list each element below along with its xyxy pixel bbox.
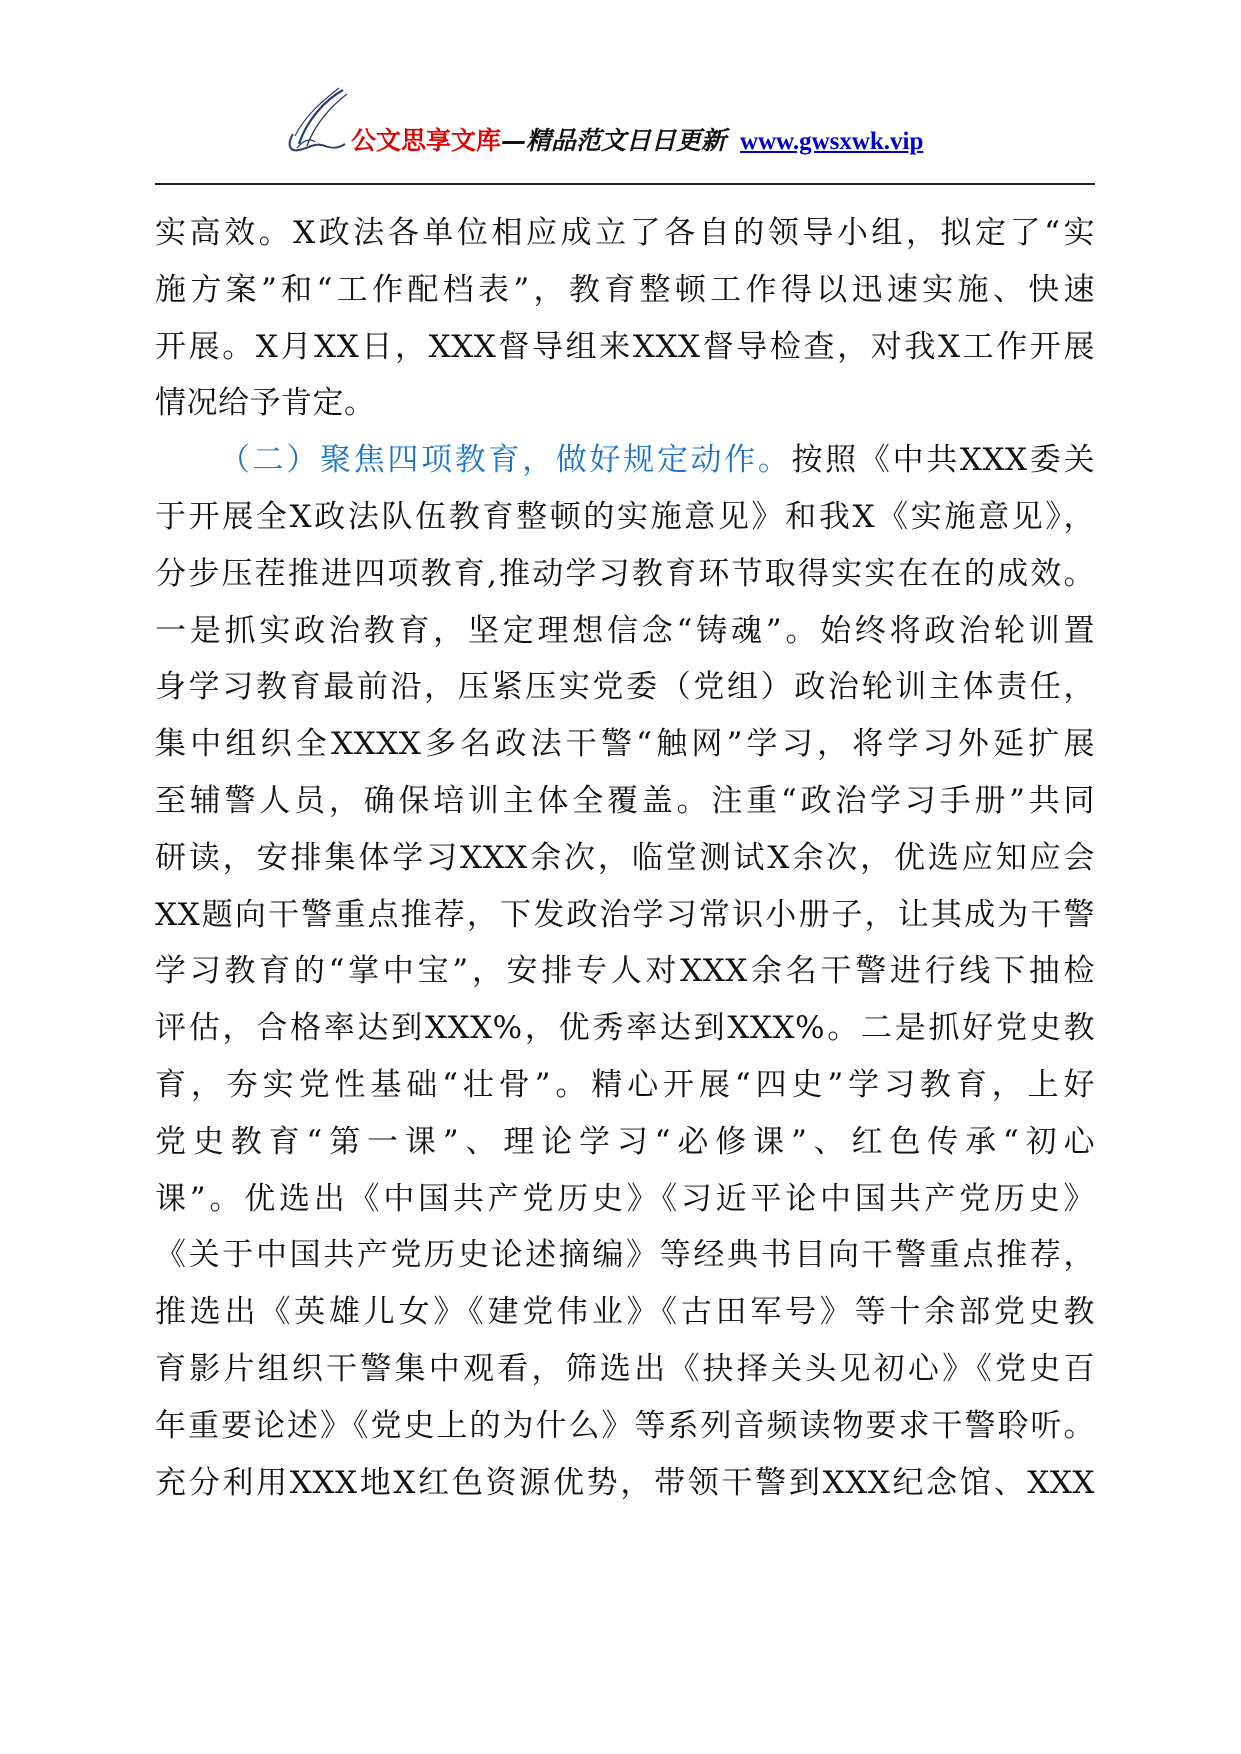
- text-line: 分步压茬推进四项教育,推动学习教育环节取得实实在在的成效。: [155, 555, 1095, 592]
- text-line: 一是抓实政治教育，坚定理想信念“铸魂”。始终将政治轮训置: [155, 612, 1095, 649]
- text-line: 推选出《英雄儿女》《建党伟业》《古田军号》等十余部党史教: [155, 1294, 1095, 1331]
- text-segment: 按照《中共XXX委关: [791, 442, 1095, 479]
- document-body: [155, 205, 1095, 1511]
- text-line: 身学习教育最前沿，压紧压实党委（党组）政治轮训主体责任，: [155, 669, 1095, 706]
- text-line: 至辅警人员，确保培训主体全覆盖。注重“政治学习手册”共同: [155, 782, 1095, 819]
- page-header: [155, 80, 1095, 180]
- text-line: 年重要论述》《党史上的为什么》等系列音频读物要求干警聆听。: [155, 1407, 1095, 1444]
- text-line: 施方案”和“工作配档表”，教育整顿工作得以迅速实施、快速: [155, 271, 1095, 308]
- text-line: 党史教育“第一课”、理论学习“必修课”、红色传承“初心: [155, 1123, 1095, 1160]
- text-line: 评估，合格率达到XXX%，优秀率达到XXX%。二是抓好党史教: [155, 1010, 1095, 1047]
- section-heading: （二）聚焦四项教育，做好规定动作。: [219, 442, 792, 479]
- paragraph-start-line: [155, 432, 1095, 489]
- site-url-link[interactable]: www.gwsxwk.vip: [740, 128, 924, 155]
- slogan: —精品范文日日更新: [501, 126, 727, 155]
- text-line: 育影片组织干警集中观看，筛选出《抉择关头见初心》《党史百: [155, 1350, 1095, 1387]
- text-line: 充分利用XXX地X红色资源优势，带领干警到XXX纪念馆、XXX: [155, 1464, 1095, 1501]
- text-line: 育，夯实党性基础“壮骨”。精心开展“四史”学习教育，上好: [155, 1066, 1095, 1103]
- text-line: 于开展全X政法队伍教育整顿的实施意见》和我X《实施意见》，: [155, 498, 1095, 535]
- header-divider: [155, 183, 1095, 185]
- text-line: 情况给予肯定。: [155, 385, 376, 422]
- text-line: 实高效。X政法各单位相应成立了各自的领导小组，拟定了“实: [155, 215, 1095, 251]
- text-line: 研读，安排集体学习XXX余次，临堂测试X余次，优选应知应会: [155, 839, 1095, 876]
- text-line: 《关于中国共产党历史论述摘编》等经典书目向干警重点推荐，: [155, 1237, 1095, 1274]
- text-line: 学习教育的“掌中宝”，安排专人对XXX余名干警进行线下抽检: [155, 953, 1095, 990]
- text-line: 课”。优选出《中国共产党历史》《习近平论中国共产党历史》: [155, 1180, 1095, 1217]
- header-text: [351, 124, 923, 159]
- text-line: 开展。X月XX日，XXX督导组来XXX督导检查，对我X工作开展: [155, 328, 1095, 365]
- quill-pen-icon: [285, 86, 351, 156]
- text-line: 集中组织全XXXX多名政法干警“触网”学习，将学习外延扩展: [155, 726, 1095, 763]
- text-line: XX题向干警重点推荐，下发政治学习常识小册子，让其成为干警: [155, 896, 1095, 933]
- brand-name: 公文思享文库: [351, 126, 502, 155]
